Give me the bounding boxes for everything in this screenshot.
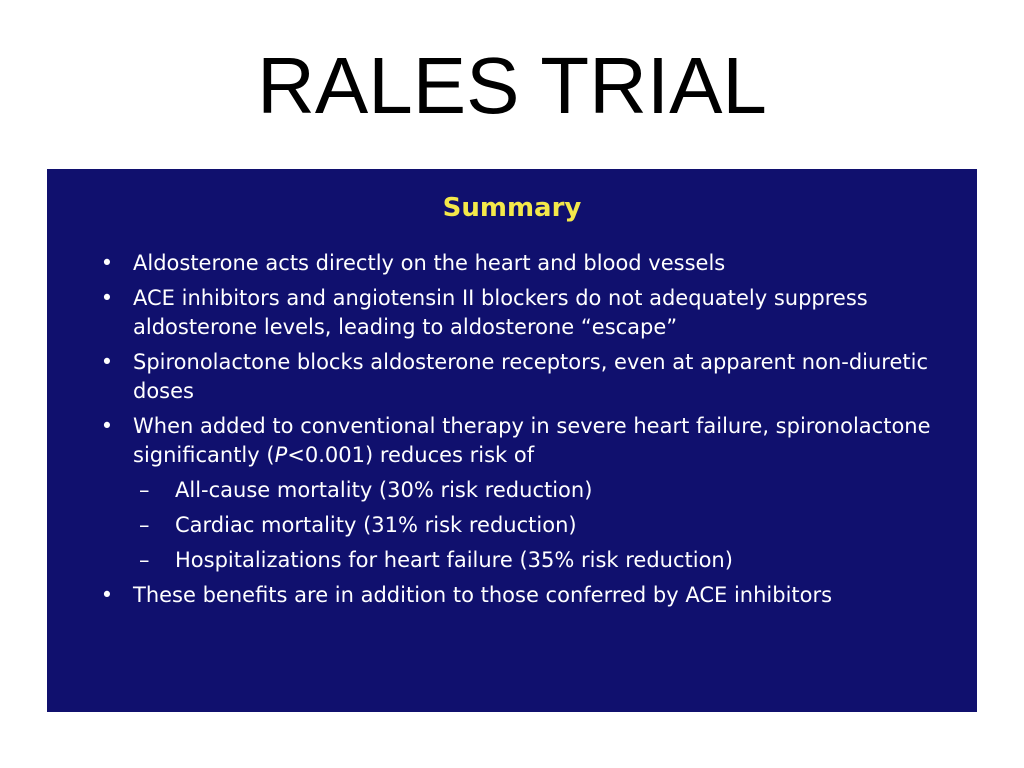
summary-panel [47,169,977,712]
bullet-marker: • [100,350,114,374]
panel-heading: Summary [442,193,582,223]
bullet-marker: • [100,251,114,275]
sub-bullet-item [133,546,937,575]
dash-marker: – [139,548,150,572]
bullet-text-before: When added to conventional therapy in severe heart failure, spironolactone significantly ( [133,414,931,467]
bullet-item [97,412,937,575]
bullet-text-after: <0.001) reduces risk of [287,443,535,467]
sub-bullet-item [133,476,937,505]
bullet-text: These benefits are in addition to those conferred by ACE inhibitors [133,583,833,607]
bullet-text: Spironolactone blocks aldosterone receptors, even at apparent non-diuretic doses [133,350,929,403]
bullet-marker: • [100,286,114,310]
bullet-item [97,581,937,610]
bullet-marker: • [100,583,114,607]
sub-bullet-item [133,511,937,540]
sub-bullet-text: All-cause mortality (30% risk reduction) [175,478,593,502]
dash-marker: – [139,513,150,537]
bullet-text: Aldosterone acts directly on the heart and blood vessels [133,251,726,275]
dash-marker: – [139,478,150,502]
bullet-text [133,414,931,467]
sub-bullet-text: Cardiac mortality (31% risk reduction) [175,513,577,537]
sub-bullet-list [133,476,937,575]
slide-title: RALES TRIAL [257,41,767,130]
bullet-text: ACE inhibitors and angiotensin II blockers do not adequately suppress aldosterone levels, leading to aldosterone “escape” [133,286,868,339]
bullet-item [97,284,937,342]
p-value-symbol: P [274,443,288,467]
bullet-item [97,348,937,406]
bullet-list [97,249,937,616]
bullet-marker: • [100,414,114,438]
bullet-item [97,249,937,278]
sub-bullet-text: Hospitalizations for heart failure (35% risk reduction) [175,548,733,572]
